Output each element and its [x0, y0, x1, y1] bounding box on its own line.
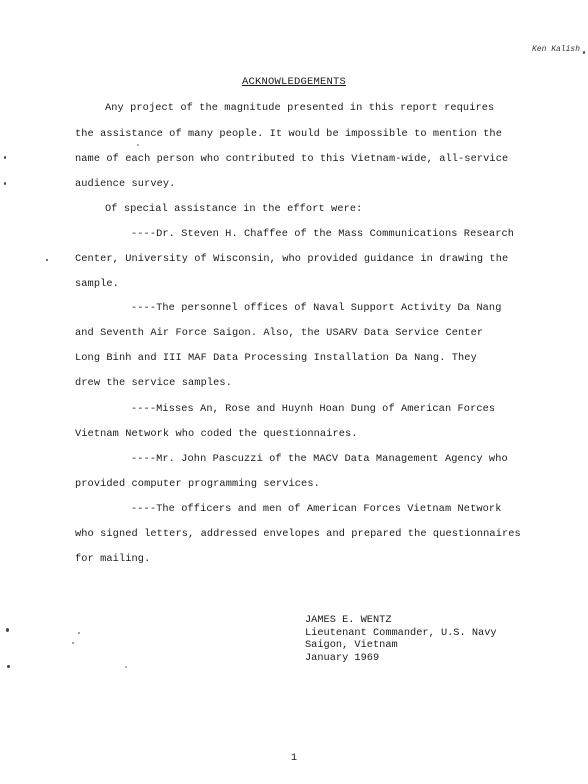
officers-line-2: who signed letters, addressed envelopes and prepared the questionnaires: [75, 528, 521, 540]
signature-name: JAMES E. WENTZ: [305, 614, 392, 626]
chaffee-line-3: sample.: [75, 278, 119, 290]
scan-speck: [46, 259, 48, 261]
signature-block: [305, 614, 497, 664]
officers-line-1: ----The officers and men of American Forces Vietnam Network: [131, 503, 502, 515]
scan-speck: [4, 182, 6, 185]
scan-speck: [125, 666, 127, 668]
intro-line-3: name of each person who contributed to this Vietnam-wide, all-service: [75, 153, 509, 165]
personnel-line-1: ----The personnel offices of Naval Support Activity Da Nang: [131, 302, 502, 314]
scan-speck: [7, 665, 10, 668]
scan-speck: [72, 642, 74, 644]
personnel-line-4: drew the service samples.: [75, 377, 232, 389]
special-assistance-line: Of special assistance in the effort were:: [105, 203, 363, 215]
scan-speck: [4, 156, 6, 159]
misses-line-2: Vietnam Network who coded the questionnaires.: [75, 428, 358, 440]
scan-speck: [137, 144, 139, 146]
signature-date: January 1969: [305, 651, 380, 664]
pascuzzi-line-2: provided computer programming services.: [75, 478, 320, 490]
page-number: 1: [290, 752, 298, 764]
intro-line-1: Any project of the magnitude presented in this report requires: [105, 102, 495, 114]
personnel-line-2: and Seventh Air Force Saigon. Also, the USARV Data Service Center: [75, 327, 484, 339]
misses-line-1: ----Misses An, Rose and Huynh Hoan Dung of American Forces: [131, 403, 496, 415]
chaffee-line-1: ----Dr. Steven H. Chaffee of the Mass Communications Research: [131, 228, 515, 240]
officers-line-3: for mailing.: [75, 553, 151, 565]
chaffee-line-2: Center, University of Wisconsin, who provided guidance in drawing the: [75, 253, 509, 265]
intro-line-4: audience survey.: [75, 178, 176, 190]
page-title: ACKNOWLEDGEMENTS: [241, 76, 347, 88]
pascuzzi-line-1: ----Mr. John Pascuzzi of the MACV Data Management Agency who: [131, 453, 508, 465]
scan-speck: [583, 51, 585, 54]
signature-rank: Lieutenant Commander, U.S. Navy: [305, 626, 497, 639]
scan-speck: [78, 632, 80, 634]
scan-speck: [6, 628, 9, 632]
signature-place: Saigon, Vietnam: [305, 639, 398, 651]
personnel-line-3: Long Binh and III MAF Data Processing Installation Da Nang. They: [75, 352, 477, 364]
intro-line-2: the assistance of many people. It would be impossible to mention the: [75, 128, 502, 140]
handwritten-annotation: Ken Kalish: [531, 45, 580, 54]
